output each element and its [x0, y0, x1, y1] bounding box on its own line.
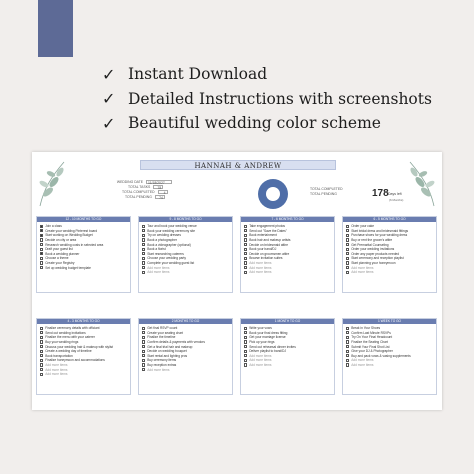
checklist-item-text: Research wedding costs in selected area [45, 242, 104, 247]
checklist [343, 324, 436, 369]
checklist-item-text: Start rental and lighting pros [147, 353, 188, 358]
checkbox[interactable] [142, 225, 145, 228]
checklist-item-text: Try On Your Final Headcount [351, 335, 393, 340]
checklist-item-text: Order your cake [351, 224, 375, 229]
checklist-item-text: Finalize the menu with your caterer [45, 335, 95, 340]
checklist-item-text: Complete your wedding guest list [147, 261, 195, 266]
feature-item [102, 62, 432, 87]
checklist-item-text: Buy or rent the groom's attire [351, 238, 393, 243]
checkbox[interactable] [142, 368, 145, 371]
checklist-item-text: Create a wedding day of timeline [45, 349, 92, 354]
checklist-item-text: Send out "Save the Dates" [249, 228, 287, 233]
checkbox[interactable] [244, 345, 247, 348]
checklist-panel [342, 318, 437, 395]
checkbox[interactable] [142, 229, 145, 232]
checklist-item-text: Start researching caterers [147, 251, 184, 256]
checklist-item-text: Discuss your wedding hair & makeup with stylist [45, 344, 114, 349]
checklist-panel [240, 318, 335, 395]
completed-pct-label: TOTAL COMPLETED [310, 187, 343, 191]
checklist-item-text: Finalize ceremony details with officiant [45, 326, 100, 331]
checklist-item-text: Set up wedding budget template [45, 265, 91, 270]
feature-text: Instant Download [128, 65, 268, 84]
planner-title: HANNAH & ANDREW [140, 160, 336, 170]
checkbox[interactable] [142, 327, 145, 330]
checklist-item-text: Draft your guest list [45, 247, 73, 252]
checkbox[interactable] [40, 229, 43, 232]
checklist-item-text: Buy your wedding rings [45, 340, 79, 345]
pending-pct-label: TOTAL PENDING [310, 192, 337, 196]
days-left-count: 178 [372, 188, 389, 199]
feature-text: Detailed Instructions with screenshots [128, 89, 432, 108]
checkbox[interactable] [346, 345, 349, 348]
checkbox[interactable] [346, 261, 349, 264]
checkbox[interactable] [142, 257, 145, 260]
checklist-item-text: Finalize honeymoon and accommodations [45, 358, 105, 363]
checklist-item-text: Get final RSVP count [147, 326, 178, 331]
checkbox[interactable] [346, 336, 349, 339]
checkbox[interactable] [40, 266, 43, 269]
checklist-item-text: Deliver playlist to band/DJ [249, 349, 287, 354]
checkbox[interactable] [40, 238, 43, 241]
checklist-item-text: Order any paper products needed [351, 251, 400, 256]
checkbox[interactable] [244, 261, 247, 264]
checkbox[interactable] [244, 257, 247, 260]
checkbox[interactable] [40, 252, 43, 255]
checklist-item-text: Book a photographer [147, 238, 177, 243]
checklist-item-text: Confirm Last Minute RSVPs [351, 330, 391, 335]
checklist-item-text: Book your band/DJ [249, 247, 277, 252]
checkbox[interactable] [40, 345, 43, 348]
checklist-item-text: Finalize the timeline [147, 335, 176, 340]
checklist-item-text: Buy and pack vows & vasing supplements [351, 353, 411, 358]
checkbox[interactable] [142, 363, 145, 366]
checkbox[interactable] [244, 327, 247, 330]
checklist-item-text: Submit Your Final Shot List [351, 344, 390, 349]
checklist-item-text: Get Premarital Counseling [351, 242, 389, 247]
eucalyptus-right-icon [400, 158, 440, 208]
checklist-item [40, 372, 127, 377]
checkbox[interactable] [244, 252, 247, 255]
checkbox[interactable] [346, 252, 349, 255]
checklist-item-text: Start ceremony and reception playlist [351, 256, 404, 261]
checkbox[interactable] [142, 345, 145, 348]
total-completed-label: TOTAL COMPLETED [122, 189, 155, 194]
checklist [37, 222, 130, 272]
checklist-item-text: Confirm details & payments with vendors [147, 340, 205, 345]
checklist-panel [342, 216, 437, 293]
panel-heading: 4 - 3 MONTHS TO GO [37, 319, 130, 324]
checkbox[interactable] [142, 238, 145, 241]
checklist-item-text: Choose your wedding party [147, 256, 186, 261]
checklist-item-text: Order your wedding invitations [351, 247, 395, 252]
checkbox[interactable] [40, 354, 43, 357]
checklist-item-text: Pick up your rings [249, 340, 275, 345]
checklist-item-text: Book a videographer (optional) [147, 242, 191, 247]
checkbox[interactable] [40, 359, 43, 362]
checklist-item-text: Add more items [351, 265, 374, 270]
checklist-item [244, 270, 331, 275]
checkbox[interactable] [142, 248, 145, 251]
checkbox[interactable] [40, 225, 43, 228]
checkbox[interactable] [40, 331, 43, 334]
panel-heading: 1 WEEK TO GO [343, 319, 436, 324]
checkbox[interactable] [142, 266, 145, 269]
checklist [139, 324, 232, 374]
checkbox[interactable] [40, 373, 43, 376]
checklist-item-text: Add more items [249, 363, 272, 368]
checklist-item-text: Create your seating chart [147, 330, 183, 335]
feature-list [102, 62, 432, 136]
checkbox[interactable] [346, 350, 349, 353]
checkbox[interactable] [40, 368, 43, 371]
checkbox[interactable] [244, 340, 247, 343]
checkbox[interactable] [244, 350, 247, 353]
checklist [241, 324, 334, 369]
checkbox[interactable] [244, 229, 247, 232]
checkbox[interactable] [142, 252, 145, 255]
checkbox[interactable] [346, 229, 349, 232]
checklist-item [346, 270, 433, 275]
checklist-panel [36, 216, 131, 293]
checklist [139, 222, 232, 277]
checklist-item-text: Get your marriage license [249, 335, 286, 340]
checklist-item-text: Decide on bridesmaid attire [249, 242, 288, 247]
feature-text: Beautiful wedding color scheme [128, 114, 381, 133]
checkbox[interactable] [244, 363, 247, 366]
checklist [343, 222, 436, 277]
checklist-item-text: Buy ceremony items [147, 358, 177, 363]
checkbox[interactable] [346, 331, 349, 334]
checkbox[interactable] [142, 331, 145, 334]
checkbox[interactable] [142, 271, 145, 274]
wedding-date-label: WEDDING DATE [116, 179, 143, 184]
checklist-item-text: Give your DJ & Photographer [351, 349, 393, 354]
feature-item [102, 87, 432, 112]
checkbox[interactable] [346, 243, 349, 246]
checklist-item-text: Add more items [249, 353, 272, 358]
panel-heading: 9 - 8 MONTHS TO GO [139, 217, 232, 222]
panel-heading: 6 - 5 MONTHS TO GO [343, 217, 436, 222]
checklist-item-text: Add more items [45, 363, 68, 368]
checklist-item-text: Add more items [351, 363, 374, 368]
checkbox[interactable] [244, 238, 247, 241]
total-completed-value: 4 [158, 190, 168, 194]
checkbox[interactable] [346, 266, 349, 269]
total-tasks-value: 78 [153, 185, 163, 189]
checkbox[interactable] [142, 234, 145, 237]
checklist-item-text: Start planning your honeymoon [351, 261, 396, 266]
checklist-item-text: Break in Your Shoes [351, 326, 381, 331]
checklist-item-text: Send out rehearsal dinner invites [249, 344, 296, 349]
checkbox[interactable] [346, 271, 349, 274]
checklist-item-text: Purchase shoes for your wedding dress [351, 233, 408, 238]
checkbox[interactable] [40, 234, 43, 237]
checklist-item [346, 363, 433, 368]
stats-block [92, 179, 172, 199]
checkbox[interactable] [40, 261, 43, 264]
months-label: (6 Months) [389, 198, 404, 202]
checklist-item-text: Decide on city or area [45, 238, 77, 243]
checkbox[interactable] [244, 331, 247, 334]
checklist-item-text: Take engagement photos [249, 224, 285, 229]
checkbox[interactable] [142, 243, 145, 246]
days-left-label: Days left [388, 192, 402, 196]
checkbox[interactable] [244, 266, 247, 269]
progress-donut-chart [258, 179, 288, 209]
total-tasks-label: TOTAL TASKS [128, 184, 151, 189]
checklist-item [40, 265, 127, 270]
checklist-item [244, 363, 331, 368]
checklist [37, 324, 130, 379]
pct-labels [310, 187, 343, 197]
checklist-item-text: Add more items [351, 358, 374, 363]
checklist-item [142, 367, 229, 372]
checkbox[interactable] [346, 340, 349, 343]
checkmark-icon: ✓ [102, 64, 116, 84]
checklist-item-text: Create your Registry [45, 261, 75, 266]
total-pending-label: TOTAL PENDING [125, 194, 152, 199]
eucalyptus-left-icon [34, 158, 74, 208]
panel-heading: 1 MONTH TO GO [241, 319, 334, 324]
checkbox[interactable] [142, 354, 145, 357]
checklist-panel [138, 318, 233, 395]
checkbox[interactable] [40, 248, 43, 251]
checkbox[interactable] [40, 363, 43, 366]
checklist-panel [138, 216, 233, 293]
panel-heading: 7 - 6 MONTHS TO GO [241, 217, 334, 222]
checklist-panel [240, 216, 335, 293]
checklist-item [142, 270, 229, 275]
checklist-item-text: Add more items [249, 261, 272, 266]
checkbox[interactable] [142, 340, 145, 343]
checkbox[interactable] [346, 354, 349, 357]
checklist-item-text: Add more items [45, 367, 68, 372]
checklist-item-text: Buy reception extras [147, 363, 177, 368]
checklist-item-text: Tour and book your wedding venue [147, 224, 197, 229]
checkbox[interactable] [142, 261, 145, 264]
checkbox[interactable] [40, 257, 43, 260]
checklist-item-text: Add more items [249, 265, 272, 270]
checklist-item-text: Add more items [249, 358, 272, 363]
checklist-item-text: Try on wedding dresses [147, 233, 181, 238]
checkbox[interactable] [346, 225, 349, 228]
checklist-item-text: Get a final trial hair and makeup [147, 344, 193, 349]
checklist-panel [36, 318, 131, 395]
wedding-date-field[interactable]: 11/18/2027 [146, 180, 172, 184]
checkbox[interactable] [346, 238, 349, 241]
checklist-item-text: Book your wedding ceremony site [147, 228, 196, 233]
checklist-item-text: Join a class [45, 224, 62, 229]
checklist-item-text: Book a florist [147, 247, 166, 252]
checklist-item-text: Choose a theme [45, 256, 69, 261]
checkbox[interactable] [40, 350, 43, 353]
panel-heading: 12 - 10 MONTHS TO GO [37, 217, 130, 222]
checkbox[interactable] [346, 363, 349, 366]
checklist-item-text: Add more items [351, 270, 374, 275]
checklist-item-text: Decide on groomsmen attire [249, 251, 290, 256]
checkbox[interactable] [40, 243, 43, 246]
checkbox[interactable] [346, 257, 349, 260]
checkbox[interactable] [142, 350, 145, 353]
checkbox[interactable] [244, 359, 247, 362]
checklist-item-text: Start working on Wedding Budget [45, 233, 93, 238]
checkmark-icon: ✓ [102, 89, 116, 109]
checkbox[interactable] [142, 336, 145, 339]
checklist-item-text: Start bridal dress and bridesmaid fittings [351, 228, 409, 233]
checkbox[interactable] [346, 327, 349, 330]
checkbox[interactable] [40, 336, 43, 339]
checkbox[interactable] [244, 248, 247, 251]
feature-item [102, 111, 432, 136]
checkbox[interactable] [244, 354, 247, 357]
checklist-item-text: Add more items [249, 270, 272, 275]
accent-block [38, 0, 73, 57]
checkbox[interactable] [244, 234, 247, 237]
checkbox[interactable] [346, 248, 349, 251]
checklist-item-text: Add more items [45, 372, 68, 377]
total-pending-value: 74 [155, 195, 165, 199]
checklist-item-text: Book transportation [45, 353, 73, 358]
checklist-item-text: Book entertainment [249, 233, 277, 238]
panel-heading: 2 MONTHS TO GO [139, 319, 232, 324]
checklist-item-text: Add more items [147, 270, 170, 275]
checklist-item-text: Add more items [147, 265, 170, 270]
checkbox[interactable] [244, 225, 247, 228]
checkbox[interactable] [142, 359, 145, 362]
checkbox[interactable] [40, 327, 43, 330]
checklist-item-text: Create your wedding Pinterest board [45, 228, 98, 233]
checkbox[interactable] [244, 271, 247, 274]
checklist-item-text: Decide on wedding bouquet [147, 349, 187, 354]
planner-spreadsheet [32, 152, 442, 410]
checkbox[interactable] [244, 336, 247, 339]
checklist-item-text: Send out wedding invitations [45, 330, 86, 335]
checkbox[interactable] [346, 359, 349, 362]
checklist [241, 222, 334, 277]
checkbox[interactable] [40, 340, 43, 343]
checklist-item-text: Browse invitation suites [249, 256, 283, 261]
checklist-item-text: Book a wedding planner [45, 251, 80, 256]
checklist-item-text: Finalize the Seating Chart [351, 340, 388, 345]
checkbox[interactable] [244, 243, 247, 246]
checkmark-icon: ✓ [102, 113, 116, 133]
checklist-item-text: Book hair and makeup artists [249, 238, 291, 243]
checklist-item-text: Add more items [147, 367, 170, 372]
checkbox[interactable] [346, 234, 349, 237]
checklist-item-text: Write your vows [249, 326, 272, 331]
checklist-item-text: Book your final dress fitting [249, 330, 288, 335]
